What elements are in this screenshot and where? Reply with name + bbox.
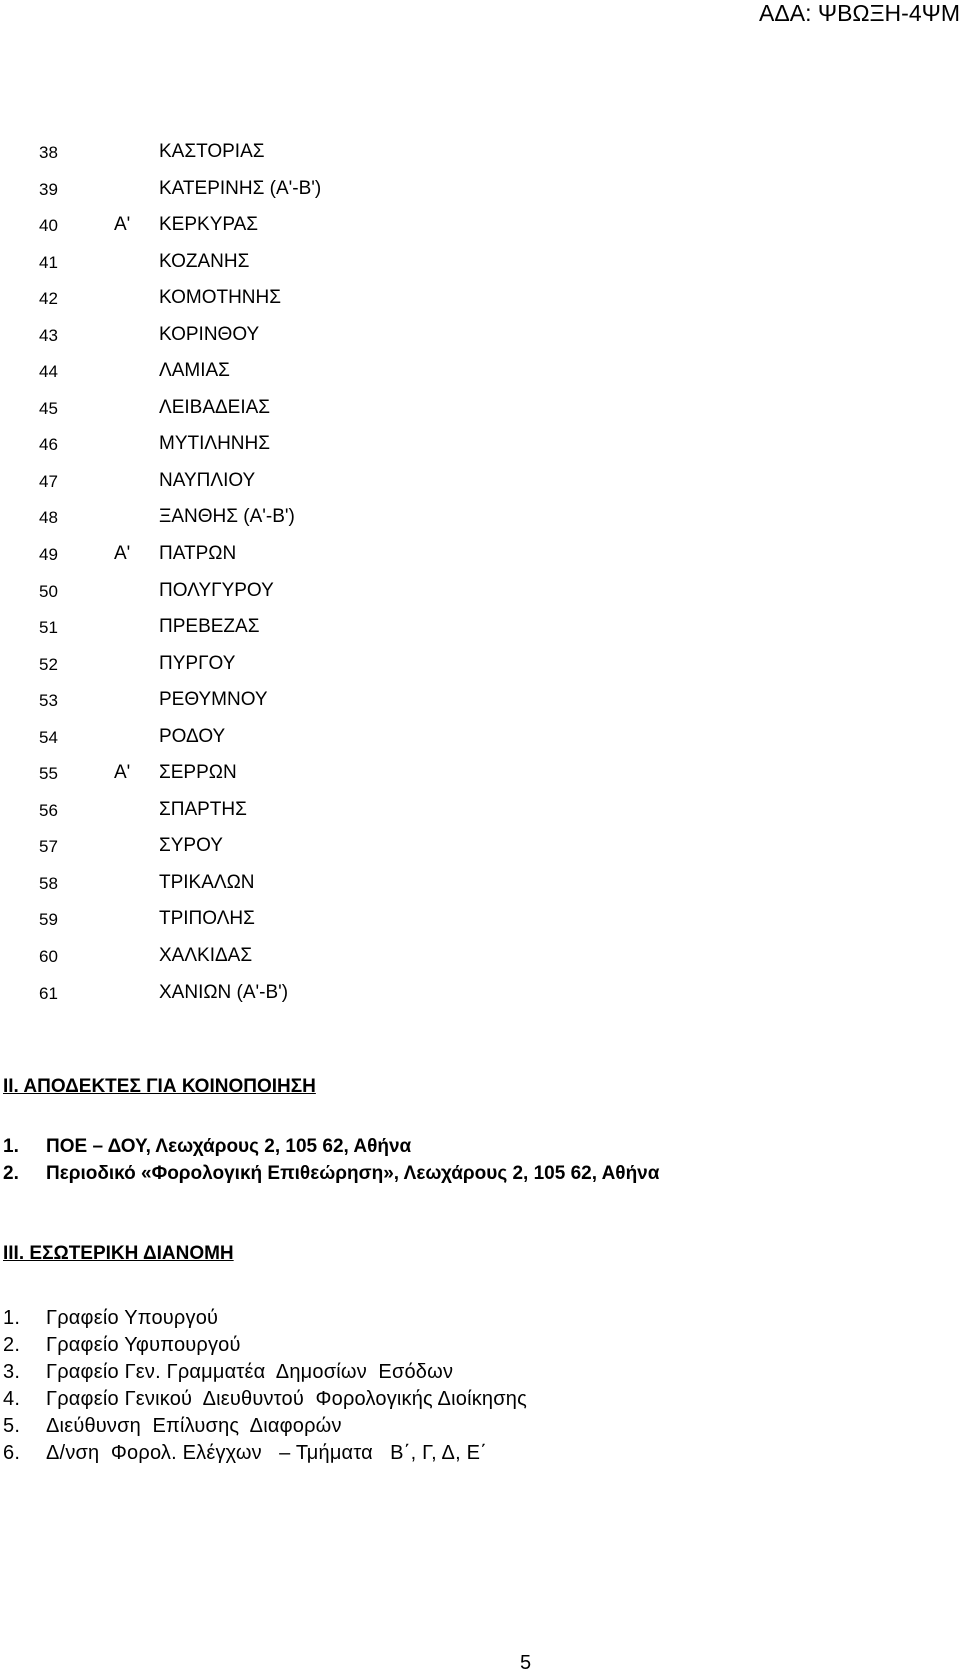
- list-item: [0, 831, 700, 868]
- list-item-name: ΛΕΙΒΑΔΕΙΑΣ: [159, 396, 271, 418]
- list-item: [0, 978, 700, 1015]
- distribution-item-2: 2. Γραφείο Υφυπουργού: [3, 1334, 241, 1356]
- list-item-name: ΣΥΡΟΥ: [159, 835, 223, 857]
- list-item: [0, 685, 700, 722]
- list-item-name: ΜΥΤΙΛΗΝΗΣ: [159, 433, 270, 455]
- list-item-number: 50: [39, 581, 58, 601]
- distribution-item-5: 5. Διεύθυνση Επίλυσης Διαφορών: [3, 1415, 342, 1437]
- list-item: [0, 429, 700, 466]
- list-item-number: 45: [39, 398, 58, 418]
- list-item: [0, 466, 700, 503]
- list-item: [0, 137, 700, 174]
- list-item-number: 51: [39, 618, 58, 638]
- list-item-number: 39: [39, 179, 58, 199]
- list-item-name: ΣΕΡΡΩΝ: [159, 762, 237, 784]
- list-item-number: 41: [39, 252, 58, 272]
- list-item-name: ΡΟΔΟΥ: [159, 725, 226, 747]
- list-item-number: 48: [39, 508, 58, 528]
- list-item-name: ΠΥΡΓΟΥ: [159, 652, 236, 674]
- list-item: [0, 612, 700, 649]
- distribution-item-3: 3. Γραφείο Γεν. Γραμματέα Δημοσίων Εσόδων: [3, 1361, 454, 1383]
- list-item-number: 60: [39, 947, 58, 967]
- tax-office-list: [0, 137, 700, 1014]
- list-item: [0, 502, 700, 539]
- recipient-item-1: 1. ΠΟΕ – ΔΟΥ, Λεωχάρους 2, 105 62, Αθήνα: [3, 1136, 412, 1157]
- list-item-name: ΠΡΕΒΕΖΑΣ: [159, 616, 260, 638]
- list-item-name: ΞΑΝΘΗΣ (Α'-Β'): [159, 506, 295, 528]
- list-item: [0, 393, 700, 430]
- list-item-number: 38: [39, 143, 58, 162]
- list-item-number: 56: [39, 800, 58, 820]
- list-item: [0, 941, 700, 978]
- list-item: [0, 539, 700, 576]
- list-item-name: ΚΟΡΙΝΘΟΥ: [159, 323, 260, 345]
- list-item-name: ΚΑΣΤΟΡΙΑΣ: [159, 141, 265, 162]
- list-item: [0, 576, 700, 613]
- list-item-number: 58: [39, 873, 58, 893]
- list-item-number: 59: [39, 910, 58, 930]
- list-item: [0, 868, 700, 905]
- list-item: [0, 247, 700, 284]
- list-item-name: ΠΟΛΥΓΥΡΟΥ: [159, 579, 274, 601]
- list-item: [0, 210, 700, 247]
- list-item-name: ΧΑΝΙΩΝ (Α'-Β'): [159, 981, 289, 1003]
- list-item-name: ΣΠΑΡΤΗΣ: [159, 798, 247, 820]
- list-item-name: ΚΟΜΟΤΗΝΗΣ: [159, 287, 281, 309]
- list-item-number: 61: [39, 983, 58, 1003]
- list-item-number: 40: [39, 216, 58, 236]
- list-item-number: 54: [39, 727, 58, 747]
- list-item-name: ΤΡΙΚΑΛΩΝ: [159, 871, 255, 893]
- section-2-title: ΙΙ. ΑΠΟΔΕΚΤΕΣ ΓΙΑ ΚΟΙΝΟΠΟΙΗΣΗ: [3, 1076, 316, 1097]
- list-item: [0, 795, 700, 832]
- list-item: [0, 356, 700, 393]
- list-item-name: ΛΑΜΙΑΣ: [159, 360, 230, 382]
- list-item-name: ΚΕΡΚΥΡΑΣ: [159, 214, 259, 236]
- distribution-item-6: 6. Δ/νση Φορολ. Ελέγχων – Τμήματα Β΄, Γ, Δ, Ε΄: [3, 1442, 487, 1464]
- list-item-number: 53: [39, 691, 58, 711]
- distribution-item-4: 4. Γραφείο Γενικού Διευθυντού Φορολογικής Διοίκησης: [3, 1388, 527, 1410]
- list-item-number: 43: [39, 325, 58, 345]
- list-item-name: ΠΑΤΡΩΝ: [159, 543, 237, 565]
- list-item: [0, 904, 700, 941]
- list-item-number: 42: [39, 289, 58, 309]
- list-item-prefix: Α': [114, 762, 131, 784]
- section-3-title: ΙΙΙ. ΕΣΩΤΕΡΙΚΗ ΔΙΑΝΟΜΗ: [3, 1243, 234, 1264]
- list-item-number: 46: [39, 435, 58, 455]
- list-item-number: 57: [39, 837, 58, 857]
- recipient-item-2: 2. Περιοδικό «Φορολογική Επιθεώρηση», Λεωχάρους 2, 105 62, Αθήνα: [3, 1163, 660, 1184]
- list-item-name: ΝΑΥΠΛΙΟΥ: [159, 469, 256, 491]
- list-item-name: ΤΡΙΠΟΛΗΣ: [159, 908, 255, 930]
- list-item: [0, 722, 700, 759]
- list-item-name: ΚΟΖΑΝΗΣ: [159, 250, 250, 272]
- list-item: [0, 174, 700, 211]
- list-item-prefix: Α': [114, 214, 131, 236]
- list-item-name: ΡΕΘΥΜΝΟΥ: [159, 689, 268, 711]
- list-item-number: 49: [39, 545, 58, 565]
- list-item-name: ΚΑΤΕΡΙΝΗΣ (Α'-Β'): [159, 177, 322, 199]
- list-item-number: 44: [39, 362, 58, 382]
- list-item-number: 47: [39, 471, 58, 491]
- list-item: [0, 320, 700, 357]
- list-item: [0, 283, 700, 320]
- list-item-name: ΧΑΛΚΙΔΑΣ: [159, 945, 253, 967]
- page-number: 5: [520, 1652, 532, 1674]
- list-item-number: 55: [39, 764, 58, 784]
- list-item: [0, 758, 700, 795]
- list-item-number: 52: [39, 654, 58, 674]
- list-item-prefix: Α': [114, 543, 131, 565]
- list-item: [0, 649, 700, 686]
- ada-code: ΑΔΑ: ΨΒΩΞΗ-4ΨΜ: [759, 0, 960, 26]
- distribution-item-1: 1. Γραφείο Υπουργού: [3, 1307, 219, 1329]
